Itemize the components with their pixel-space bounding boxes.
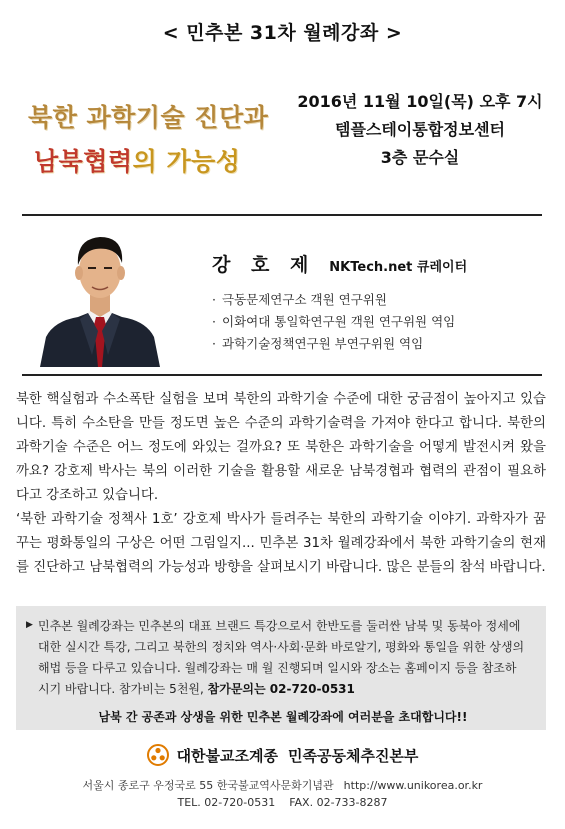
divider-middle [22,374,542,376]
lecture-title-rest: 의 가능성 [132,147,241,176]
lecture-title-line2 [34,142,278,178]
event-info [290,88,550,172]
footer-fax: FAX. 02-733-8287 [289,796,388,809]
speaker-name: 강 호 제 [212,254,316,276]
inquiry-contact: 참가문의는 02-720-0531 [207,682,355,696]
header-title: < 민추본 31차 월례강좌 > [162,22,403,44]
lecture-title [28,98,278,178]
body-paragraph-1: 북한 핵실험과 수소폭탄 실험을 보며 북한의 과학기술 수준에 대한 궁금점이 높아지고 있습니다. 특히 수소탄을 만들 정도면 높은 수준의 과학기술력을 가져야 한다고 합니다. 북한의 과학기술 수준은 어느 정도에 와있는 걸까요? 또 북한은 과학기술을 어떻게 발전시켜 왔을까요? 강호제 박사는 북의 이러한 기술을 활용할 새로운 남북경협과 협력의 관점이 필요하다고 강조하고 있습니다. [16,392,546,503]
lecture-title-highlight: 남북협력 [34,147,133,176]
body-paragraph-2: ‘북한 과학기술 정책사 1호’ 강호제 박사가 들려주는 북한의 과학기술 이야기. 과학자가 꿈꾸는 평화통일의 구상은 어떤 그림일지... 민추본 31차 월례강좌에서 북한 과학기술의 현재를 진단하고 남북협력의 가능성과 방향을 살펴보시기 바랍니다. 많은 분들의 참석 바랍니다. [16,512,546,575]
footer-tel: TEL. 02-720-0531 [177,796,276,809]
event-room: 3층 문수실 [380,148,460,167]
speaker-info [212,250,542,355]
divider-top [22,214,542,216]
event-venue: 템플스테이통합정보센터 [334,120,506,139]
speaker-position-item: · 과학기술정책연구원 부연구위원 역임 [212,336,424,351]
triangle-bullet-icon: ▶ [26,620,33,630]
event-datetime: 2016년 11월 10일(목) 오후 7시 [297,92,543,111]
org-name-1: 대한불교조계종 [176,746,278,765]
invitation-text: 남북 간 공존과 상생을 위한 민추본 월례강좌에 여러분을 초대합니다!! [98,710,468,724]
info-description: 민추본 월례강좌는 민추본의 대표 브랜드 특강으로서 한반도를 둘러싼 남북 및 동북아 정세에 대한 실시간 특강, 그리고 북한의 정치와 역사·사회·문화 바로알기, 평화와 통일을 위한 상생의 해법 등을 다루고 있습니다. 월례강좌는 매 월 진행되며 일시와 장소는 홈페이지 등을 참조하시기 바랍니다. 참가비는 5천원, 참가문의는 02-720-0531 [38,619,525,696]
speaker-portrait [40,225,160,367]
footer-address-line [0,777,565,793]
body-text [16,388,546,580]
footer-url-link[interactable]: http://www.unikorea.or.kr [343,779,483,792]
lecture-title-line1: 북한 과학기술 진단과 [28,103,269,132]
speaker-position-item: · 이화여대 통일학연구원 객원 연구위원 역임 [212,314,456,329]
footer-organization [0,744,565,766]
org-name-2: 민족공동체추진본부 [288,746,419,765]
footer-address: 서울시 종로구 우정국로 55 한국불교역사문화기념관 [82,779,334,792]
organization-names [177,745,419,766]
footer-contact-line [0,796,565,809]
speaker-role: NKTech.net 큐레이터 [329,260,468,275]
speaker-name-row [212,250,542,277]
info-box [16,606,546,730]
organization-logo-icon [147,744,169,766]
speaker-portrait-image [40,225,160,367]
speaker-positions [212,289,542,355]
speaker-position-item: · 극동문제연구소 객원 연구위원 [212,292,387,307]
